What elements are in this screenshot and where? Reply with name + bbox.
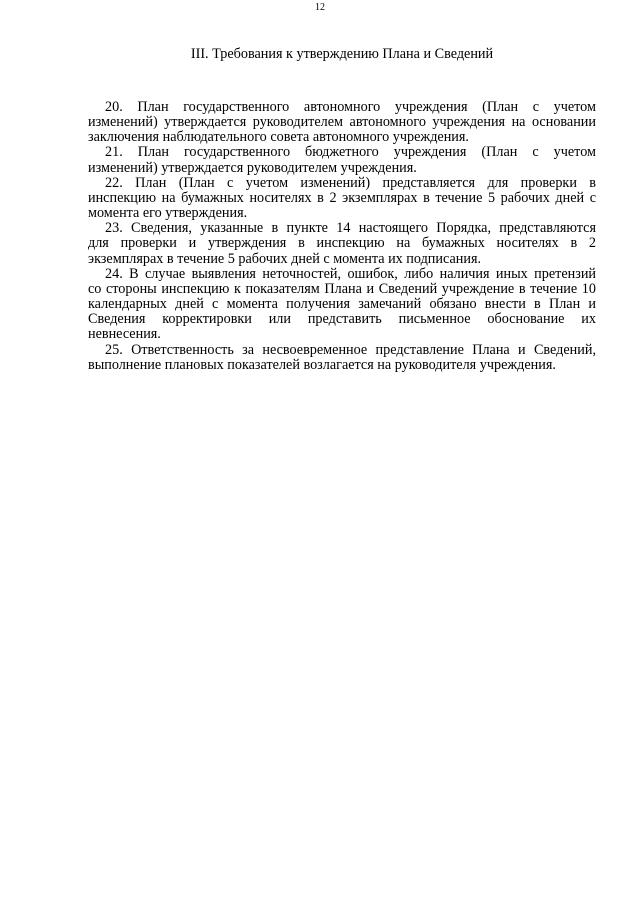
paragraph (88, 176, 596, 221)
text-line: экземплярах в течение 5 рабочих дней с момента их подписания. (88, 250, 482, 267)
text-line: изменений) утверждается руководителем автономного учреждения на основании (88, 114, 596, 131)
section-heading: III. Требования к утверждению Плана и Сведений (190, 46, 494, 62)
text-line: со стороны инспекцию к показателям Плана и Сведений учреждение в течение 10 (88, 280, 596, 297)
text-line: невнесения. (88, 326, 161, 343)
paragraph (88, 343, 596, 373)
text-line: 23. Сведения, указанные в пункте 14 настоящего Порядка, представляются (105, 220, 596, 237)
text-line: календарных дней с момента получения замечаний обязано внести в План и (88, 296, 596, 313)
text-line: 24. В случае выявления неточностей, ошибок, либо наличия иных претензий (105, 265, 596, 282)
text-line: 25. Ответственность за несвоевременное представление Плана и Сведений, (105, 341, 596, 358)
text-line: инспекцию на бумажных носителях в 2 экземплярах в течение 5 рабочих дней с (88, 189, 596, 206)
text-line: изменений) утверждается руководителем учреждения. (88, 159, 417, 176)
paragraph (88, 267, 596, 343)
text-line: для проверки и утверждения в инспекцию на бумажных носителях в 2 (88, 235, 596, 252)
text-line: момента его утверждения. (88, 205, 248, 222)
text-line: 22. План (План с учетом изменений) представляется для проверки в (105, 174, 596, 191)
paragraph (88, 145, 596, 175)
text-line: выполнение плановых показателей возлагается на руководителя учреждения. (88, 356, 556, 373)
text-line: Сведения корректировки или представить письменное обоснование их (88, 311, 596, 328)
text-line: заключения наблюдательного совета автономного учреждения. (88, 129, 469, 146)
text-line: 20. План государственного автономного учреждения (План с учетом (105, 99, 596, 115)
document-body (88, 100, 596, 373)
paragraph (88, 100, 596, 145)
paragraph (88, 221, 596, 266)
page-number: 12 (315, 2, 325, 13)
text-line: 21. План государственного бюджетного учреждения (План с учетом (105, 144, 596, 161)
